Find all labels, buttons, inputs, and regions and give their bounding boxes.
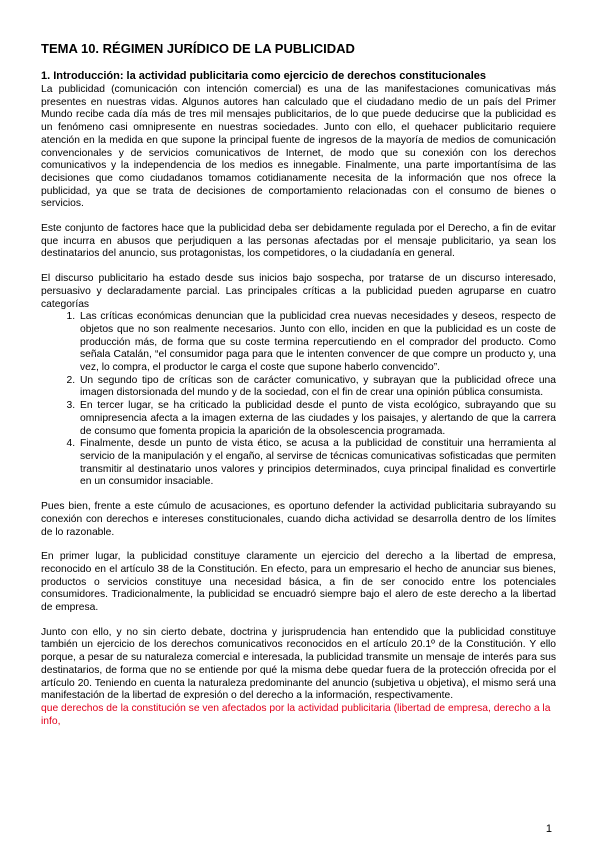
criticism-list bbox=[41, 311, 556, 489]
red-annotation: que derechos de la constitución se ven afectados por la actividad publicitaria (libertad de empresa, derecho a la info, bbox=[41, 702, 551, 727]
page-title: TEMA 10. RÉGIMEN JURÍDICO DE LA PUBLICIDAD bbox=[41, 41, 355, 56]
list-item: 2. Un segundo tipo de críticas son de carácter comunicativo, y subrayan que la publicidad ofrece una imagen distorsionada del mundo y de la sociedad, con el fin de crear una opinión pública consumista. bbox=[78, 375, 556, 400]
list-item: 1. Las críticas económicas denuncian que la publicidad crea nuevas necesidades y deseos, respecto de objetos que no son realmente necesarios. Junto con ello, inciden en que la publicidad es un coste de producción más, de forma que su coste termina repercutiendo en el comprador del producto. Como señala Catalán, “el consumidor paga para que le intenten convencer de que compre un producto y, una vez, lo compra, el productor le carga el coste que supone haberlo convencido”. bbox=[78, 311, 556, 375]
paragraph: Este conjunto de factores hace que la publicidad deba ser debidamente regulada por el Derecho, a fin de evitar que incurra en abusos que perjudiquen a las personas afectadas por el mensaje publicitario, ya sean los destinatarios del anuncio, sus protagonistas, los competidores, o la ciudadanía en general. bbox=[41, 223, 556, 260]
paragraph: La publicidad (comunicación con intención comercial) es una de las manifestaciones comunicativas más presentes en nuestras vidas. Algunos autores han calculado que el ciudadano medio de un país del Primer Mundo recibe cada día más de tres mil mensajes publicitarios, de lo que puede deducirse que la publicidad es un fenómeno casi omnipresente en nuestras sociedades. Junto con ello, el quehacer publicitario requiere atención en la medida en que supone la principal fuente de ingresos de la mayoría de medios de comunicación convencionales y de servicios comunicativos de Internet, de modo que su conexión con los derechos comunicativos y la independencia de los medios es innegable. Finalmente, una parte importantísima de las decisiones que como ciudadanos tomamos cotidianamente necesita de la información que nos ofrece la publicidad, ya que se trata de decisiones de comportamiento relacionadas con el consumo de bienes o servicios. bbox=[41, 84, 556, 210]
list-item: 3. En tercer lugar, se ha criticado la publicidad desde el punto de vista ecológico, subrayando que su omnipresencia afecta a la imagen externa de las ciudades y los paisajes, y alertando de que la carrera de consumo que fomenta propicia la aparición de la obsolescencia programada. bbox=[78, 400, 556, 438]
list-item: 4. Finalmente, desde un punto de vista ético, se acusa a la publicidad de constituir una herramienta al servicio de la manipulación y el engaño, al servirse de técnicas comunicativas sofisticadas que permiten transmitir al destinatario unos valores y principios determinados, cuya principal finalidad es convertirle en un consumidor insaciable. bbox=[78, 438, 556, 489]
paragraph: Junto con ello, y no sin cierto debate, doctrina y jurisprudencia han entendido que la publicidad constituye también un ejercicio de los derechos comunicativos reconocidos en el artículo 20.1º de la Constitución. Y ello porque, a pesar de su naturaleza comercial e interesada, la publicidad transmite un mensaje de interés para sus destinatarios, de forma que no se entiende por qué la misma debe quedar fuera de la protección ofrecida por el artículo 20. Teniendo en cuenta la naturaleza predominante del anuncio (subjetiva u objetiva), el mismo será una manifestación de la libertad de expresión o del derecho a la información, respectivamente. bbox=[41, 626, 556, 702]
page-number: 1 bbox=[545, 823, 552, 835]
paragraph: Pues bien, frente a este cúmulo de acusaciones, es oportuno defender la actividad publicitaria subrayando su conexión con derechos e intereses constitucionales, cuando dicha actividad se desarrolla dentro de los límites de lo razonable. bbox=[41, 501, 556, 538]
document-body bbox=[41, 40, 556, 728]
paragraph: En primer lugar, la publicidad constituye claramente un ejercicio del derecho a la libertad de empresa, reconocido en el artículo 38 de la Constitución. En efecto, para un empresario el hecho de anunciar sus bienes, productos o servicios constituye una necesidad básica, a fin de ser conocido entre los potenciales consumidores. Tradicionalmente, la publicidad se encuadró siempre bajo el alero de este derecho a la libertad de empresa. bbox=[41, 551, 556, 614]
paragraph: El discurso publicitario ha estado desde sus inicios bajo sospecha, por tratarse de un discurso interesado, persuasivo y declaradamente parcial. Las principales críticas a la publicidad pueden agruparse en cuatro categorías bbox=[41, 273, 556, 310]
section-heading: 1. Introducción: la actividad publicitaria como ejercicio de derechos constitucionales bbox=[41, 70, 487, 82]
